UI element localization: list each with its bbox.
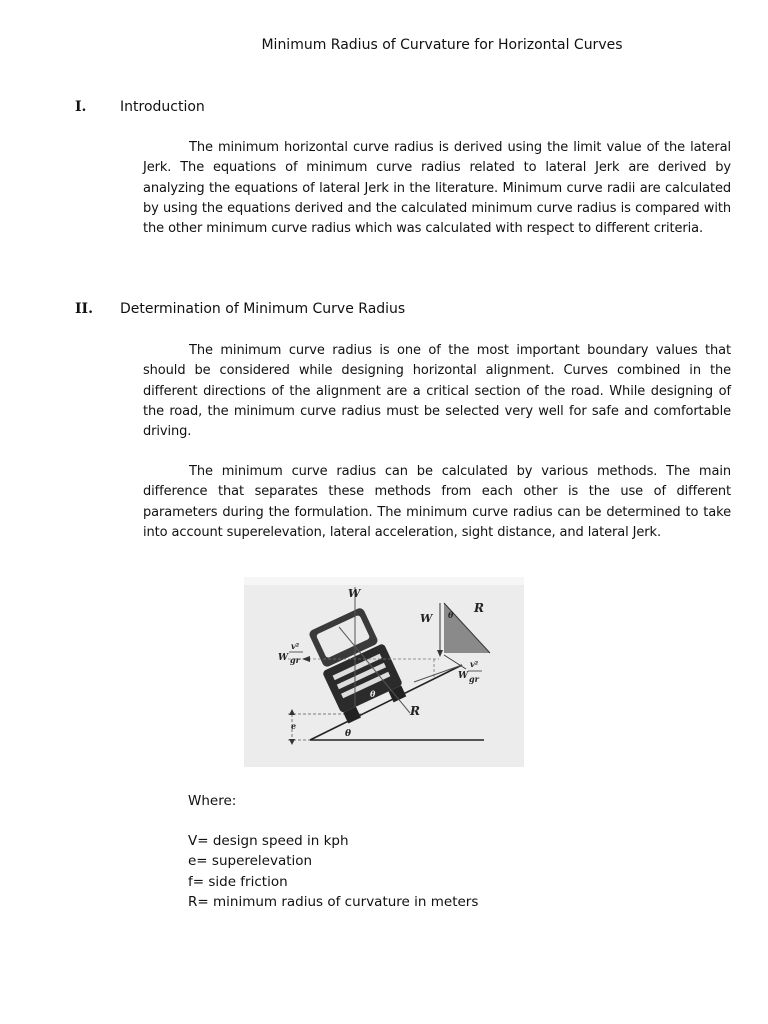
label-w-left: W xyxy=(278,653,289,663)
section-1-number: I. xyxy=(75,99,87,115)
label-w-top: W xyxy=(348,587,361,600)
label-r-triangle: R xyxy=(474,601,484,615)
label-gr-right: gr xyxy=(469,674,479,684)
label-w-right: W xyxy=(458,671,469,681)
label-e: e xyxy=(291,721,297,731)
definition-r: R= minimum radius of curvature in meters xyxy=(188,893,479,910)
definition-v: V= design speed in kph xyxy=(188,833,349,849)
section-1-paragraph-1: The minimum horizontal curve radius is derived using the limit value of the lateral Jerk. The equations of minimum curve radius related to lateral Jerk are derived by analyzing the equations of lateral Jerk in the literature. Minimum curve radii are calculated by using the equations derived and the calculated minimum curve radius is compared with the other minimum curve radius which was calculated with respect to different criteria. xyxy=(143,140,731,237)
section-2-title: Determination of Minimum Curve Radius xyxy=(120,301,406,317)
section-2-paragraph-2: The minimum curve radius can be calculated by various methods. The main difference that separates these methods from each other is the use of different parameters during the formulation. The minimum curve radius can be determined to take into account superelevation, lateral acceleration, sight distance, and lateral Jerk. xyxy=(143,464,731,540)
where-label: Where: xyxy=(188,793,237,809)
definition-f: f= side friction xyxy=(188,873,288,890)
definitions-list xyxy=(188,831,478,912)
label-r-bottom: R xyxy=(410,704,420,718)
definition-e: e= superelevation xyxy=(188,853,313,870)
label-v2-left: v² xyxy=(291,641,300,651)
label-v2-right: v² xyxy=(470,659,479,669)
section-2-paragraph-1: The minimum curve radius is one of the most important boundary values that should be considered while designing horizontal alignment. Curves combined in the different directions of the alignment are a critical section of the road. While designing of the road, the minimum curve radius must be selected very well for safe and comfortable driving. xyxy=(143,343,731,440)
section-1-title: Introduction xyxy=(120,99,205,115)
section-2-number: II. xyxy=(75,301,93,317)
label-theta-small: θ xyxy=(370,689,376,699)
curve-forces-figure xyxy=(244,577,524,767)
label-theta-triangle: θ xyxy=(448,610,454,620)
label-w-triangle: W xyxy=(420,612,433,625)
page-title: Minimum Radius of Curvature for Horizontal Curves xyxy=(261,37,623,53)
label-gr-left: gr xyxy=(290,655,300,665)
label-theta-bottom: θ xyxy=(345,729,352,739)
